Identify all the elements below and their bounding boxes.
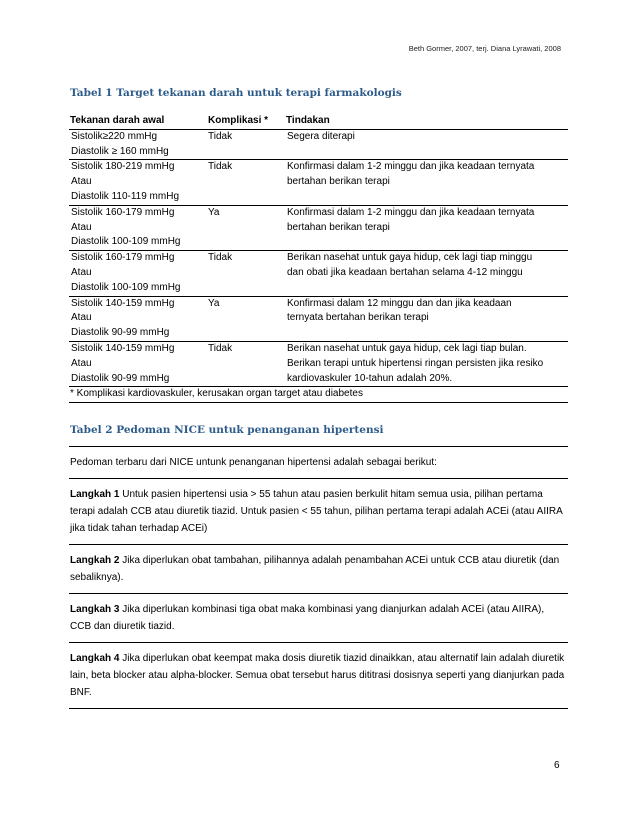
cell-komplikasi: Tidak [208, 252, 233, 264]
step-text: Jika diperlukan kombinasi tiga obat maka kombinasi yang dianjurkan adalah ACEi (atau AIIRA), CCB dan diuretik tiazid. [70, 604, 545, 632]
page-header-citation: Beth Gormer, 2007, terj. Diana Lyrawati, 2008 [408, 44, 561, 53]
step-text: Jika diperlukan obat tambahan, pilihannya adalah penambahan ACEi untuk CCB atau diuretik (dan sebaliknya). [70, 555, 560, 583]
bp-line: Atau [71, 357, 92, 369]
step-label: Langkah 1 [70, 489, 120, 500]
table1-body [69, 130, 568, 388]
tindakan-line: dan obati jika keadaan bertahan selama 4-12 minggu [287, 266, 523, 278]
tindakan-line: bertahan berikan terapi [287, 176, 390, 188]
bp-line: Diastolik ≥ 160 mmHg [71, 145, 169, 157]
cell-bp [69, 130, 207, 160]
cell-bp [69, 160, 207, 204]
bp-line: Atau [71, 221, 92, 233]
bp-target-table [69, 114, 568, 403]
tindakan-line: kardiovaskuler 10-tahun adalah 20%. [287, 372, 453, 384]
step-label: Langkah 4 [70, 653, 120, 664]
bp-line: Sistolik 160-179 mmHg [71, 252, 175, 264]
step-label: Langkah 2 [70, 555, 120, 566]
tindakan-line: Konfirmasi dalam 1-2 minggu dan jika keadaan ternyata [287, 161, 535, 173]
guideline-step [69, 643, 568, 709]
cell-tindakan [285, 206, 568, 250]
tindakan-line: Konfirmasi dalam 1-2 minggu dan jika keadaan ternyata [287, 206, 535, 218]
table-row [69, 206, 568, 251]
guideline-step [69, 545, 568, 594]
table-row [69, 297, 568, 342]
tindakan-line: Berikan nasehat untuk gaya hidup, cek lagi tiap minggu [287, 252, 533, 264]
bp-line: Diastolik 100-109 mmHg [71, 281, 181, 293]
bp-line: Diastolik 100-109 mmHg [71, 236, 181, 248]
table-row [69, 130, 568, 161]
tindakan-line: Berikan nasehat untuk gaya hidup, cek lagi tiap bulan. [287, 342, 527, 354]
bp-line: Diastolik 110-119 mmHg [71, 190, 180, 202]
bp-line: Diastolik 90-99 mmHg [71, 327, 170, 339]
cell-bp [69, 251, 207, 295]
cell-komplikasi: Ya [208, 297, 220, 309]
cell-komplikasi: Tidak [208, 342, 233, 354]
step-text: Jika diperlukan obat keempat maka dosis diuretik tiazid dinaikkan, atau alternatif lain adalah diuretik lain, beta blocker atau alpha-blocker. Semua obat tersebut harus dititrasi dosisnya seperti yang dianjurkan pada BNF. [70, 653, 565, 698]
cell-tindakan [285, 160, 568, 204]
guideline-step [69, 594, 568, 643]
bp-line: Atau [71, 266, 92, 278]
nice-guideline-table [69, 446, 568, 709]
cell-tindakan [285, 297, 568, 341]
header-tindakan: Tindakan [286, 115, 330, 126]
tindakan-line: ternyata bertahan berikan terapi [287, 312, 429, 324]
cell-bp [69, 206, 207, 250]
header-komplikasi: Komplikasi * [208, 115, 269, 126]
guideline-step [69, 479, 568, 545]
table1-title: Tabel 1 Target tekanan darah untuk terapi farmakologis [70, 87, 402, 99]
cell-komplikasi: Tidak [208, 130, 233, 142]
bp-line: Sistolik≥220 mmHg [71, 130, 158, 142]
cell-tindakan [285, 251, 568, 295]
bp-line: Atau [71, 176, 92, 188]
table-row [69, 251, 568, 296]
bp-line: Diastolik 90-99 mmHg [71, 372, 170, 384]
tindakan-line: bertahan berikan terapi [287, 221, 390, 233]
cell-komplikasi: Tidak [208, 161, 233, 173]
cell-komplikasi: Ya [208, 206, 220, 218]
bp-line: Sistolik 160-179 mmHg [71, 206, 175, 218]
table1-footnote: * Komplikasi kardiovaskuler, kerusakan organ target atau diabetes [69, 387, 568, 403]
table2-title: Tabel 2 Pedoman NICE untuk penanganan hipertensi [70, 424, 384, 436]
table-row [69, 342, 568, 387]
step-text: Untuk pasien hipertensi usia > 55 tahun atau pasien berkulit hitam semua usia, pilihan pertama terapi adalah CCB atau diuretik tiazid. Untuk pasien < 55 tahun, pilihan pertama terapi adalah ACEi (atau AIIRA jika tidak tahan terhadap ACEi) [70, 489, 563, 534]
bp-line: Sistolik 140-159 mmHg [71, 297, 175, 309]
table2-intro: Pedoman terbaru dari NICE untunk penanganan hipertensi adalah sebagai berikut: [69, 447, 568, 479]
step-label: Langkah 3 [70, 604, 120, 615]
bp-line: Atau [71, 312, 92, 324]
tindakan-line: Segera diterapi [287, 130, 355, 142]
cell-bp [69, 342, 207, 386]
header-bp: Tekanan darah awal [70, 115, 165, 126]
cell-tindakan [285, 130, 568, 160]
cell-tindakan [285, 342, 568, 386]
table2-steps [69, 479, 568, 709]
bp-line: Sistolik 180-219 mmHg [71, 161, 175, 173]
tindakan-line: Berikan terapi untuk hipertensi ringan persisten jika resiko [287, 357, 544, 369]
bp-line: Sistolik 140-159 mmHg [71, 342, 175, 354]
table-row [69, 160, 568, 205]
table1-header-row [69, 114, 568, 130]
cell-bp [69, 297, 207, 341]
page-number: 6 [554, 760, 560, 771]
tindakan-line: Konfirmasi dalam 12 minggu dan dan jika keadaan [287, 297, 512, 309]
